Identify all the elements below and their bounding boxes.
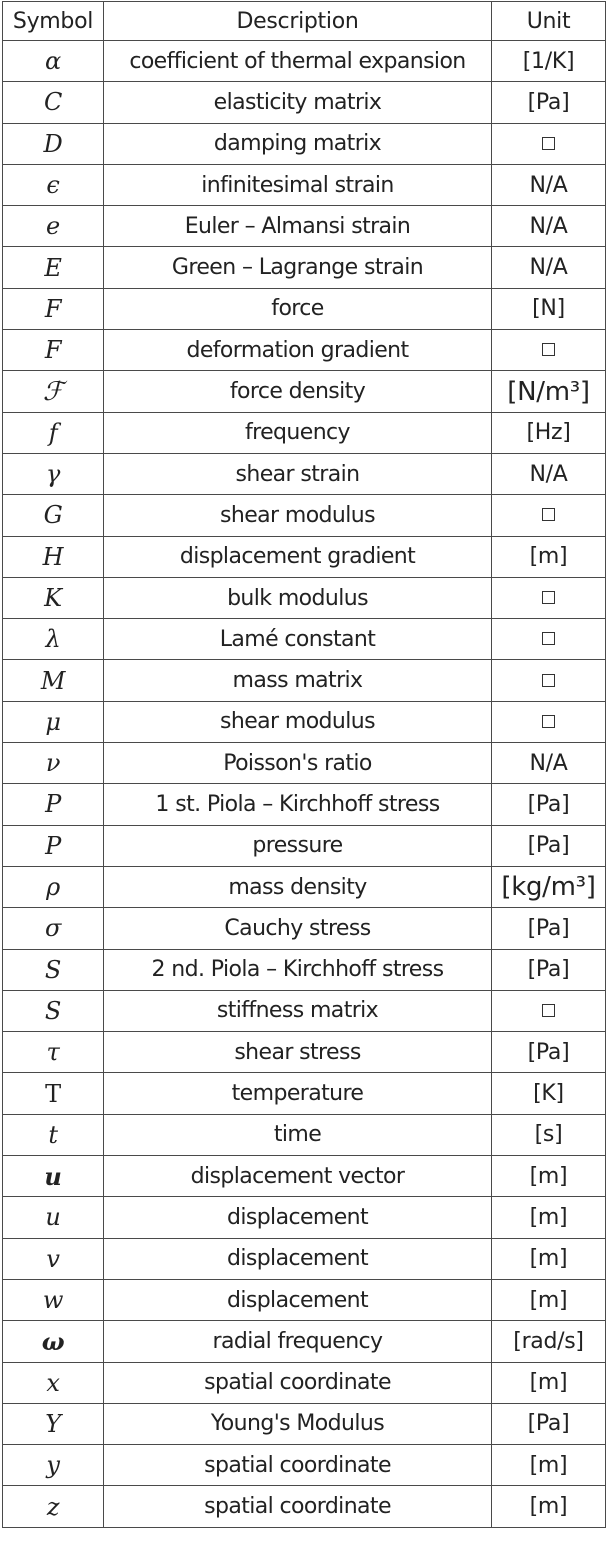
- unit-cell: [m]: [492, 1279, 606, 1320]
- symbol-cell: D: [3, 123, 104, 164]
- header-unit: Unit: [492, 2, 606, 41]
- description-cell: Lamé constant: [104, 619, 492, 660]
- table-body: [3, 41, 606, 1528]
- table-row: [3, 536, 606, 577]
- table-row: [3, 908, 606, 949]
- table-row: [3, 288, 606, 329]
- description-cell: Green – Lagrange strain: [104, 247, 492, 288]
- unit-cell: [492, 123, 606, 164]
- description-cell: 2 nd. Piola – Kirchhoff stress: [104, 949, 492, 990]
- symbol-cell: ϵ: [3, 164, 104, 205]
- description-cell: shear stress: [104, 1032, 492, 1073]
- symbol-cell: H: [3, 536, 104, 577]
- unit-cell: [m]: [492, 1238, 606, 1279]
- table-row: [3, 660, 606, 701]
- symbol-cell: f: [3, 412, 104, 453]
- symbol-cell: τ: [3, 1032, 104, 1073]
- unit-cell: [1/K]: [492, 41, 606, 82]
- symbol-cell: z: [3, 1486, 104, 1527]
- symbol-cell: K: [3, 577, 104, 618]
- unit-cell: [m]: [492, 1197, 606, 1238]
- unit-cell: [Pa]: [492, 908, 606, 949]
- symbol-cell: P: [3, 825, 104, 866]
- table-row: [3, 866, 606, 907]
- description-cell: time: [104, 1114, 492, 1155]
- description-cell: spatial coordinate: [104, 1445, 492, 1486]
- description-cell: force density: [104, 371, 492, 412]
- unit-cell: [Pa]: [492, 784, 606, 825]
- placeholder-box-icon: [542, 674, 555, 687]
- unit-cell: [492, 660, 606, 701]
- table-row: [3, 1156, 606, 1197]
- table-row: [3, 206, 606, 247]
- table-row: [3, 825, 606, 866]
- unit-cell: [rad/s]: [492, 1321, 606, 1362]
- table-row: [3, 495, 606, 536]
- table-row: [3, 1486, 606, 1527]
- table-row: [3, 743, 606, 784]
- unit-cell: [Pa]: [492, 1403, 606, 1444]
- table-row: [3, 82, 606, 123]
- description-cell: Cauchy stress: [104, 908, 492, 949]
- table-row: [3, 990, 606, 1031]
- table-row: [3, 1403, 606, 1444]
- symbol-cell: w: [3, 1279, 104, 1320]
- unit-cell: [K]: [492, 1073, 606, 1114]
- unit-cell: N/A: [492, 743, 606, 784]
- description-cell: damping matrix: [104, 123, 492, 164]
- unit-cell: [Hz]: [492, 412, 606, 453]
- unit-cell: N/A: [492, 247, 606, 288]
- unit-cell: [492, 495, 606, 536]
- symbol-cell: t: [3, 1114, 104, 1155]
- symbol-table-container: [2, 1, 605, 1528]
- table-row: [3, 1279, 606, 1320]
- description-cell: displacement vector: [104, 1156, 492, 1197]
- table-row: [3, 1032, 606, 1073]
- table-row: [3, 412, 606, 453]
- symbol-cell: γ: [3, 453, 104, 494]
- table-row: [3, 1197, 606, 1238]
- table-row: [3, 41, 606, 82]
- table-row: [3, 949, 606, 990]
- symbol-cell: σ: [3, 908, 104, 949]
- symbol-cell: u: [3, 1197, 104, 1238]
- symbol-cell: u: [3, 1156, 104, 1197]
- description-cell: coefficient of thermal expansion: [104, 41, 492, 82]
- description-cell: elasticity matrix: [104, 82, 492, 123]
- description-cell: deformation gradient: [104, 330, 492, 371]
- placeholder-box-icon: [542, 137, 555, 150]
- table-row: [3, 1073, 606, 1114]
- description-cell: infinitesimal strain: [104, 164, 492, 205]
- unit-cell: N/A: [492, 206, 606, 247]
- unit-cell: [kg/m³]: [492, 866, 606, 907]
- description-cell: Poisson's ratio: [104, 743, 492, 784]
- unit-cell: [m]: [492, 1445, 606, 1486]
- symbol-cell: λ: [3, 619, 104, 660]
- description-cell: shear modulus: [104, 701, 492, 742]
- description-cell: temperature: [104, 1073, 492, 1114]
- table-row: [3, 701, 606, 742]
- table-row: [3, 123, 606, 164]
- table-row: [3, 371, 606, 412]
- unit-cell: [Pa]: [492, 82, 606, 123]
- description-cell: 1 st. Piola – Kirchhoff stress: [104, 784, 492, 825]
- symbol-cell: μ: [3, 701, 104, 742]
- unit-cell: [492, 701, 606, 742]
- description-cell: bulk modulus: [104, 577, 492, 618]
- placeholder-box-icon: [542, 1004, 555, 1017]
- description-cell: pressure: [104, 825, 492, 866]
- description-cell: Euler – Almansi strain: [104, 206, 492, 247]
- symbol-cell: S: [3, 990, 104, 1031]
- description-cell: shear strain: [104, 453, 492, 494]
- unit-cell: [s]: [492, 1114, 606, 1155]
- symbol-cell: T: [3, 1073, 104, 1114]
- description-cell: stiffness matrix: [104, 990, 492, 1031]
- description-cell: displacement: [104, 1197, 492, 1238]
- unit-cell: [m]: [492, 1486, 606, 1527]
- symbol-table: [2, 1, 606, 1528]
- unit-cell: [m]: [492, 1156, 606, 1197]
- unit-cell: [492, 990, 606, 1031]
- table-row: [3, 619, 606, 660]
- unit-cell: N/A: [492, 164, 606, 205]
- description-cell: mass density: [104, 866, 492, 907]
- placeholder-box-icon: [542, 715, 555, 728]
- symbol-cell: ℱ: [3, 371, 104, 412]
- placeholder-box-icon: [542, 591, 555, 604]
- unit-cell: [492, 619, 606, 660]
- description-cell: mass matrix: [104, 660, 492, 701]
- placeholder-box-icon: [542, 343, 555, 356]
- symbol-cell: F: [3, 330, 104, 371]
- unit-cell: [N]: [492, 288, 606, 329]
- description-cell: shear modulus: [104, 495, 492, 536]
- table-row: [3, 1362, 606, 1403]
- unit-cell: [Pa]: [492, 1032, 606, 1073]
- header-row: [3, 2, 606, 41]
- symbol-cell: F: [3, 288, 104, 329]
- description-cell: radial frequency: [104, 1321, 492, 1362]
- symbol-cell: α: [3, 41, 104, 82]
- table-row: [3, 1114, 606, 1155]
- symbol-cell: ρ: [3, 866, 104, 907]
- symbol-cell: ν: [3, 743, 104, 784]
- symbol-cell: E: [3, 247, 104, 288]
- table-row: [3, 1321, 606, 1362]
- description-cell: displacement gradient: [104, 536, 492, 577]
- header-description: Description: [104, 2, 492, 41]
- symbol-cell: G: [3, 495, 104, 536]
- unit-cell: N/A: [492, 453, 606, 494]
- unit-cell: [m]: [492, 536, 606, 577]
- table-row: [3, 784, 606, 825]
- description-cell: force: [104, 288, 492, 329]
- description-cell: spatial coordinate: [104, 1486, 492, 1527]
- table-row: [3, 1445, 606, 1486]
- symbol-cell: M: [3, 660, 104, 701]
- unit-cell: [492, 330, 606, 371]
- table-row: [3, 330, 606, 371]
- unit-cell: [m]: [492, 1362, 606, 1403]
- unit-cell: [Pa]: [492, 949, 606, 990]
- symbol-cell: x: [3, 1362, 104, 1403]
- table-row: [3, 164, 606, 205]
- description-cell: displacement: [104, 1238, 492, 1279]
- unit-cell: [492, 577, 606, 618]
- symbol-cell: C: [3, 82, 104, 123]
- placeholder-box-icon: [542, 632, 555, 645]
- unit-cell: [Pa]: [492, 825, 606, 866]
- symbol-cell: y: [3, 1445, 104, 1486]
- unit-cell: [N/m³]: [492, 371, 606, 412]
- table-row: [3, 577, 606, 618]
- symbol-cell: Y: [3, 1403, 104, 1444]
- table-row: [3, 453, 606, 494]
- table-row: [3, 247, 606, 288]
- symbol-cell: P: [3, 784, 104, 825]
- description-cell: spatial coordinate: [104, 1362, 492, 1403]
- placeholder-box-icon: [542, 508, 555, 521]
- description-cell: Young's Modulus: [104, 1403, 492, 1444]
- header-symbol: Symbol: [3, 2, 104, 41]
- symbol-cell: S: [3, 949, 104, 990]
- table-row: [3, 1238, 606, 1279]
- symbol-cell: v: [3, 1238, 104, 1279]
- description-cell: displacement: [104, 1279, 492, 1320]
- symbol-cell: e: [3, 206, 104, 247]
- symbol-cell: ω: [3, 1321, 104, 1362]
- description-cell: frequency: [104, 412, 492, 453]
